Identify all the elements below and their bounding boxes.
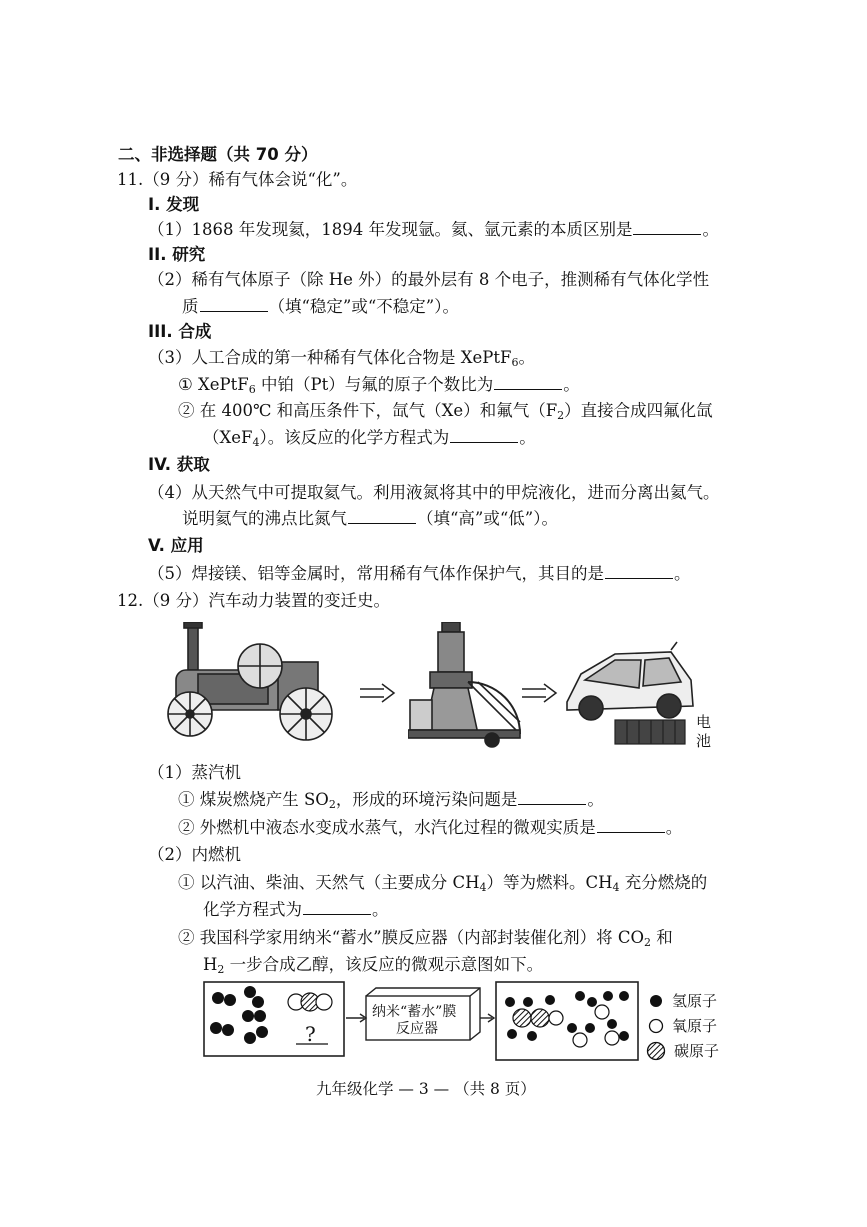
reactants-box bbox=[204, 982, 344, 1056]
punct: 。 bbox=[674, 564, 691, 583]
legend-hydrogen-label: 氢原子 bbox=[672, 992, 718, 1010]
punct: 。 bbox=[563, 375, 580, 394]
q11-part-3c-end: ）直接合成四氟化氙 bbox=[564, 401, 713, 420]
q12-part-2d-end: 一步合成乙醇，该反应的微观示意图如下。 bbox=[224, 955, 544, 974]
q11-part-2a: （2）稀有气体原子（除 He 外）的最外层有 8 个电子，推测稀有气体化学性 bbox=[148, 270, 710, 289]
battery-label: 电 池 bbox=[696, 713, 712, 750]
q11-section-5: V. 应用 bbox=[148, 536, 204, 555]
subscript: 2 bbox=[644, 936, 652, 949]
double-arrow-icon bbox=[522, 683, 558, 703]
q12-part-2a-text: ① 以汽油、柴油、天然气（主要成分 CH bbox=[178, 873, 480, 892]
internal-combustion-engine-illustration bbox=[408, 622, 524, 748]
q11-part-3b-end: 中铂（Pt）与氟的原子个数比为 bbox=[255, 375, 494, 394]
reactor-label-1: 纳米“蓄水”膜 bbox=[372, 1004, 457, 1020]
reactor-label-2: 反应器 bbox=[396, 1021, 438, 1037]
answer-blank[interactable] bbox=[348, 509, 416, 524]
q12-part-2a-end: 充分燃烧的 bbox=[619, 873, 708, 892]
hydrogen-atom-icon bbox=[648, 993, 664, 1009]
q11-title: （9 分）稀有气体会说“化”。 bbox=[143, 170, 358, 189]
q11-part-4a: （4）从天然气中可提取氦气。利用液氮将其中的甲烷液化，进而分离出氦气。 bbox=[148, 483, 720, 502]
q11-part-2b-end: （填“稳定”或“不稳定”）。 bbox=[268, 297, 459, 316]
electric-car-illustration bbox=[563, 640, 697, 750]
q11-part-1-text: （1）1868 年发现氦，1894 年发现氩。氦、氩元素的本质区别是 bbox=[148, 220, 633, 239]
subscript: 4 bbox=[479, 881, 487, 894]
q11-part-1 bbox=[148, 219, 719, 241]
punct: 。 bbox=[372, 900, 389, 919]
q11-section-1: I. 发现 bbox=[148, 195, 200, 214]
q12-part-2d bbox=[203, 954, 543, 976]
punct: 。 bbox=[587, 790, 604, 809]
q12-part-2b-text: 化学方程式为 bbox=[203, 900, 302, 919]
q12-header bbox=[117, 590, 390, 612]
answer-blank[interactable] bbox=[518, 790, 586, 805]
legend-oxygen bbox=[648, 1015, 717, 1036]
punct: 。 bbox=[518, 348, 535, 367]
punct: 。 bbox=[702, 220, 719, 239]
subscript: 2 bbox=[557, 409, 565, 422]
q12-part-2d-text: H bbox=[203, 955, 218, 974]
legend-oxygen-label: 氧原子 bbox=[672, 1017, 718, 1035]
answer-blank[interactable] bbox=[303, 900, 371, 915]
q11-part-3a bbox=[148, 347, 535, 369]
answer-blank[interactable] bbox=[605, 564, 673, 579]
q12-part-2c-text: ② 我国科学家用纳米“蓄水”膜反应器（内部封装催化剂）将 CO bbox=[178, 928, 645, 947]
q11-part-4b-end: （填“高”或“低”）。 bbox=[417, 509, 558, 528]
page-footer: 九年级化学 — 3 — （共 8 页） bbox=[316, 1080, 536, 1098]
q11-section-4: IV. 获取 bbox=[148, 455, 210, 474]
q11-part-4b-text: 说明氦气的沸点比氮气 bbox=[182, 509, 347, 528]
q11-section-2: II. 研究 bbox=[148, 245, 206, 264]
q11-part-3a-text: （3）人工合成的第一种稀有气体化合物是 XePtF bbox=[148, 348, 512, 367]
answer-blank[interactable] bbox=[633, 220, 701, 235]
subscript: 2 bbox=[217, 963, 225, 976]
q12-part-2c-end: 和 bbox=[651, 928, 673, 947]
q12-part-2a bbox=[178, 872, 707, 894]
subscript: 6 bbox=[511, 356, 519, 369]
q11-part-5-text: （5）焊接镁、铝等金属时，常用稀有气体作保护气，其目的是 bbox=[148, 564, 604, 583]
steam-engine-illustration bbox=[158, 622, 350, 742]
q12-part-1b bbox=[178, 817, 682, 839]
subscript: 2 bbox=[328, 798, 336, 811]
q11-part-3d bbox=[203, 427, 536, 449]
subscript: 4 bbox=[612, 881, 620, 894]
subscript: 6 bbox=[248, 383, 256, 396]
carbon-atom-icon bbox=[646, 1041, 666, 1061]
answer-blank[interactable] bbox=[200, 297, 268, 312]
q11-part-2b bbox=[182, 296, 459, 318]
q11-header bbox=[117, 169, 357, 191]
q12-number: 12. bbox=[117, 591, 144, 610]
q12-section-1: （1）蒸汽机 bbox=[148, 763, 241, 782]
q12-part-1a bbox=[178, 789, 604, 811]
q12-section-2: （2）内燃机 bbox=[148, 845, 241, 864]
q11-section-3: III. 合成 bbox=[148, 322, 212, 341]
punct: 。 bbox=[519, 428, 536, 447]
punct: 。 bbox=[665, 818, 683, 837]
q11-part-3b-text: ① XePtF bbox=[178, 375, 249, 394]
q12-title: （9 分）汽车动力装置的变迁史。 bbox=[143, 591, 390, 610]
oxygen-atom-icon bbox=[648, 1018, 664, 1034]
section-title: 二、非选择题（共 70 分） bbox=[118, 145, 318, 164]
legend-carbon-label: 碳原子 bbox=[674, 1042, 720, 1060]
double-arrow-icon bbox=[360, 683, 396, 703]
q12-part-1a-end: ，形成的环境污染问题是 bbox=[335, 790, 518, 809]
q11-part-3d-end: ）。该反应的化学方程式为 bbox=[259, 428, 450, 447]
q12-part-2a-mid: ）等为燃料。CH bbox=[486, 873, 613, 892]
q11-part-3c-text: ② 在 400℃ 和高压条件下，氙气（Xe）和氟气（F bbox=[178, 401, 558, 420]
subscript: 4 bbox=[252, 436, 260, 449]
q12-part-2b bbox=[203, 899, 389, 921]
q12-part-2c bbox=[178, 927, 673, 949]
unknown-molecule-mark: ? bbox=[305, 1022, 316, 1046]
q11-part-3c bbox=[178, 400, 713, 422]
q11-part-5 bbox=[148, 563, 691, 585]
legend-carbon bbox=[646, 1040, 719, 1061]
legend-hydrogen bbox=[648, 990, 717, 1011]
q11-part-3d-text: （XeF bbox=[203, 428, 253, 447]
q11-part-3b bbox=[178, 374, 580, 396]
q11-part-4b bbox=[182, 508, 558, 530]
answer-blank[interactable] bbox=[597, 818, 665, 833]
q11-part-2b-text: 质 bbox=[182, 297, 199, 316]
q11-number: 11. bbox=[117, 170, 144, 189]
answer-blank[interactable] bbox=[450, 428, 518, 443]
q12-part-1b-text: ② 外燃机中液态水变成水蒸气，水汽化过程的微观实质是 bbox=[178, 818, 596, 837]
q12-part-1a-text: ① 煤炭燃烧产生 SO bbox=[178, 790, 329, 809]
answer-blank[interactable] bbox=[494, 375, 562, 390]
